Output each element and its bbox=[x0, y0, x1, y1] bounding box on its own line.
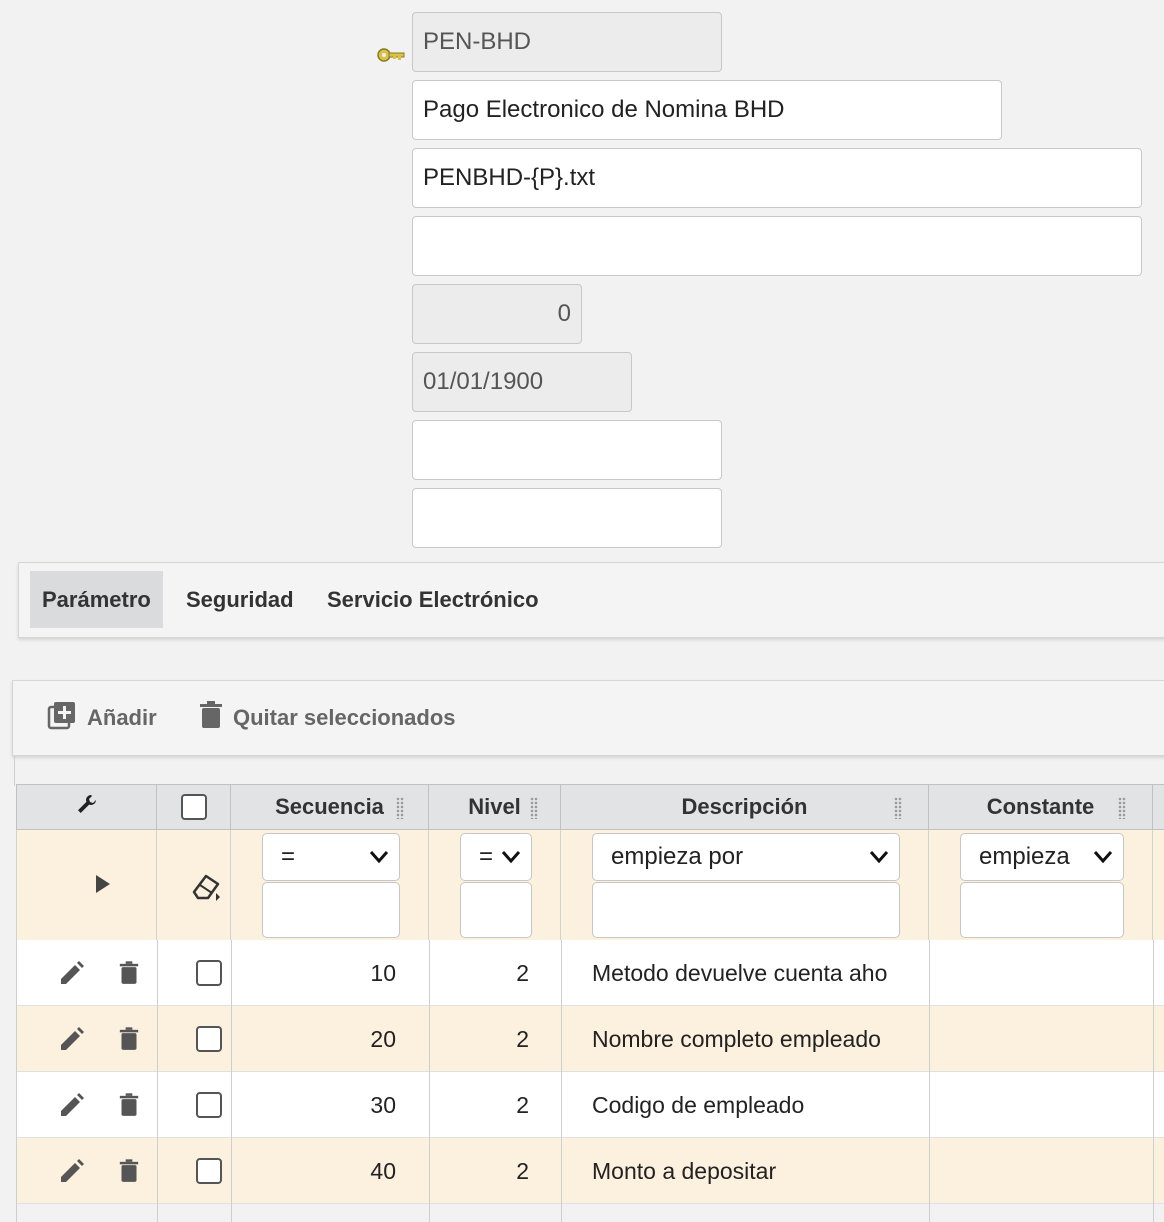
remove-selected-label: Quitar seleccionados bbox=[233, 705, 456, 730]
descripcion-cell: Nombre completo empleado bbox=[592, 1026, 881, 1052]
grid-toolbar bbox=[12, 680, 1164, 756]
descripcion-operator-value: empieza por bbox=[611, 843, 744, 870]
column-divider bbox=[231, 940, 232, 1222]
nivel-filter-cell bbox=[429, 830, 561, 940]
nivel-operator-value: = bbox=[479, 843, 494, 870]
nivel-operator-select[interactable] bbox=[460, 833, 532, 881]
add-label: Añadir bbox=[87, 705, 157, 730]
constante-operator-select[interactable] bbox=[960, 833, 1124, 881]
nivel-cell: 2 bbox=[516, 1158, 529, 1184]
descripcion-filter-cell bbox=[561, 830, 929, 940]
tab-parametro[interactable]: Parámetro bbox=[30, 571, 163, 628]
secuencia-operator-select[interactable] bbox=[262, 833, 400, 881]
row-checkbox[interactable] bbox=[196, 1158, 222, 1184]
ultima-secuencia-field[interactable]: 0 bbox=[412, 284, 582, 344]
column-divider bbox=[929, 940, 930, 1222]
descripcion-column-header[interactable] bbox=[561, 784, 929, 830]
constante-header-label: Constante bbox=[986, 794, 1095, 819]
column-divider bbox=[16, 940, 17, 1222]
trash-icon[interactable] bbox=[119, 1026, 139, 1057]
descripcion-filter-input[interactable] bbox=[592, 882, 900, 938]
column-divider bbox=[1153, 940, 1154, 1222]
column-divider bbox=[429, 940, 430, 1222]
trash-icon[interactable] bbox=[119, 1158, 139, 1189]
secuencia-filter-cell bbox=[231, 830, 429, 940]
wrench-icon[interactable] bbox=[76, 793, 98, 821]
pencil-icon[interactable] bbox=[58, 1091, 86, 1124]
nivel-cell: 2 bbox=[516, 1026, 529, 1052]
column-divider bbox=[561, 940, 562, 1222]
secuencia-cell: 30 bbox=[370, 1092, 396, 1118]
key-icon bbox=[376, 46, 406, 69]
descripcion-header-label: Descripción bbox=[681, 794, 808, 819]
constante-filter-cell bbox=[929, 830, 1153, 940]
descripcion-cell: Codigo de empleado bbox=[592, 1092, 805, 1118]
add-button[interactable] bbox=[47, 681, 157, 755]
select-all-checkbox[interactable] bbox=[181, 794, 207, 820]
table-row[interactable] bbox=[16, 1072, 1164, 1138]
pencil-icon[interactable] bbox=[58, 959, 86, 992]
eraser-icon[interactable] bbox=[191, 872, 223, 907]
ultima-fecha-field[interactable]: 01/01/1900 bbox=[412, 352, 632, 412]
remove-selected-button[interactable] bbox=[199, 681, 456, 755]
play-icon[interactable] bbox=[95, 875, 111, 898]
secuencia-filter-input[interactable] bbox=[262, 882, 400, 938]
secuencia-header-label: Secuencia bbox=[275, 794, 384, 819]
table-row[interactable] bbox=[16, 940, 1164, 1006]
secuencia-column-header[interactable] bbox=[231, 784, 429, 830]
column-divider bbox=[157, 940, 158, 1222]
trash-icon bbox=[199, 701, 223, 735]
row-checkbox[interactable] bbox=[196, 960, 222, 986]
filter-clear-cell bbox=[157, 830, 231, 940]
column-resize-grip[interactable] bbox=[530, 797, 538, 819]
nivel-column-header[interactable] bbox=[429, 784, 561, 830]
secuencia-cell: 10 bbox=[370, 960, 396, 986]
plantilla-filtro-field[interactable] bbox=[412, 216, 1142, 276]
caracter-entrada-field[interactable] bbox=[412, 420, 722, 480]
table-row[interactable] bbox=[16, 1138, 1164, 1204]
grid-border bbox=[14, 756, 15, 786]
nivel-filter-input[interactable] bbox=[460, 882, 532, 938]
secuencia-operator-value: = bbox=[281, 843, 296, 870]
column-resize-grip[interactable] bbox=[1118, 797, 1126, 819]
secuencia-cell: 40 bbox=[370, 1158, 396, 1184]
constante-column-header[interactable] bbox=[929, 784, 1153, 830]
constante-operator-value: empieza bbox=[979, 843, 1070, 870]
add-icon bbox=[47, 700, 77, 736]
pencil-icon[interactable] bbox=[58, 1025, 86, 1058]
nivel-header-label: Nivel bbox=[468, 794, 521, 819]
filter-row bbox=[16, 830, 1164, 940]
caracter-salida-field[interactable] bbox=[412, 488, 722, 548]
select-all-header bbox=[157, 784, 231, 830]
column-resize-grip[interactable] bbox=[396, 797, 404, 819]
plantilla-fichero-field[interactable]: PENBHD-{P}.txt bbox=[412, 148, 1142, 208]
trash-icon[interactable] bbox=[119, 1092, 139, 1123]
secuencia-cell: 20 bbox=[370, 1026, 396, 1052]
nivel-cell: 2 bbox=[516, 1092, 529, 1118]
extra-column-header bbox=[1153, 784, 1164, 830]
row-checkbox[interactable] bbox=[196, 1026, 222, 1052]
descripcion-field[interactable]: Pago Electronico de Nomina BHD bbox=[412, 80, 1002, 140]
descripcion-cell: Monto a depositar bbox=[592, 1158, 777, 1184]
actions-column-header bbox=[16, 784, 157, 830]
descripcion-operator-select[interactable] bbox=[592, 833, 900, 881]
table-row[interactable] bbox=[16, 1006, 1164, 1072]
tab-seguridad[interactable]: Seguridad bbox=[186, 587, 294, 612]
tab-bar bbox=[18, 562, 1164, 638]
filter-action-cell bbox=[16, 830, 157, 940]
row-checkbox[interactable] bbox=[196, 1092, 222, 1118]
constante-filter-input[interactable] bbox=[960, 882, 1124, 938]
descripcion-cell: Metodo devuelve cuenta aho bbox=[592, 960, 888, 986]
tab-servicio-electronico[interactable]: Servicio Electrónico bbox=[327, 587, 539, 612]
trash-icon[interactable] bbox=[119, 960, 139, 991]
codigo-field[interactable]: PEN-BHD bbox=[412, 12, 722, 72]
column-resize-grip[interactable] bbox=[894, 797, 902, 819]
pencil-icon[interactable] bbox=[58, 1157, 86, 1190]
nivel-cell: 2 bbox=[516, 960, 529, 986]
